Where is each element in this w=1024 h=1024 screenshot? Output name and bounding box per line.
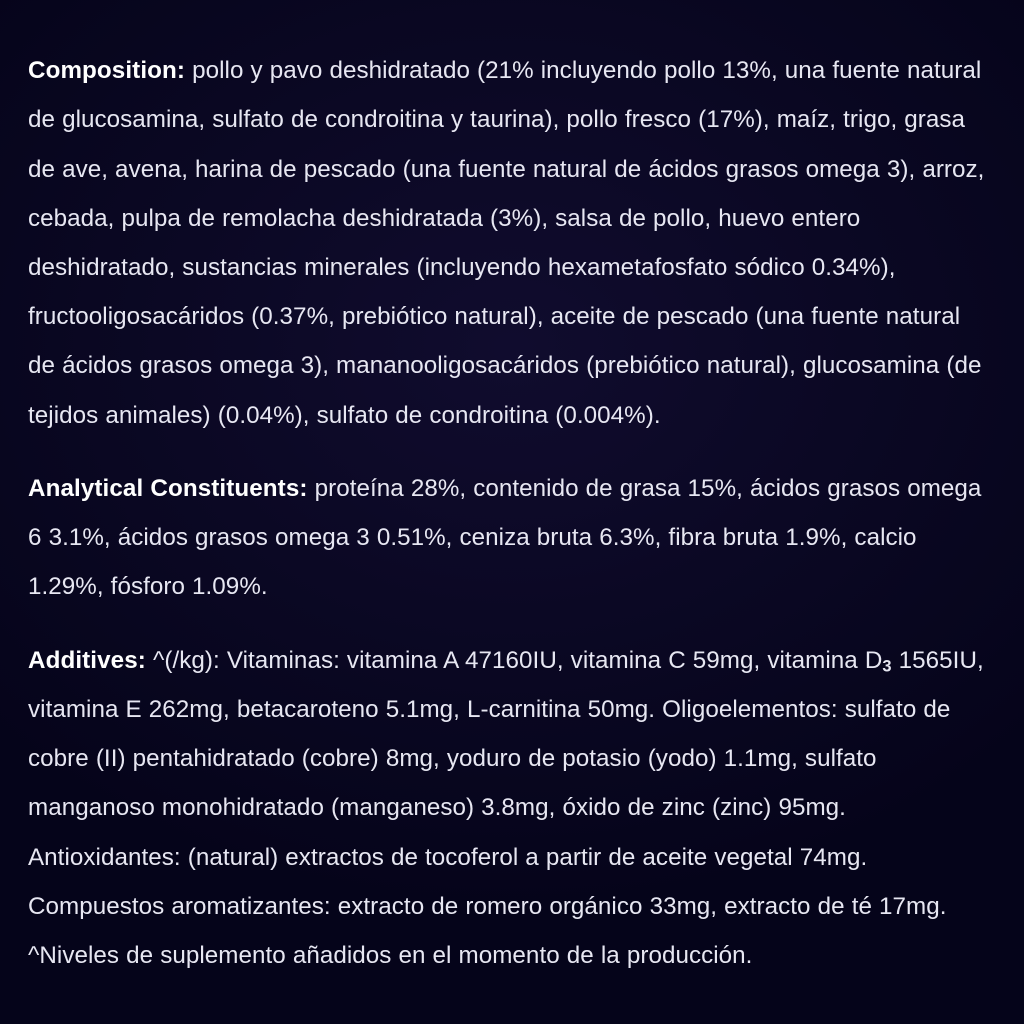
analytical-constituents-heading: Analytical Constituents:	[28, 475, 308, 502]
analytical-constituents-section	[28, 464, 994, 612]
additives-heading: Additives:	[28, 646, 146, 674]
composition-heading: Composition:	[28, 57, 186, 85]
additives-body-part-two: 1565IU, vitamina E 262mg, betacaroteno 5.1mg, L-carnitina 50mg. Oligoelementos: sulfato de cobre (II) pentahidratado (cobre) 8mg, yoduro de potasio (yodo) 1.1mg, sulfato manganoso monohidratado (manganeso) 3.8mg, óxido de zinc (zinc) 95mg. Antioxidantes: (natural) extractos de tocoferol a partir de aceite vegetal 74mg. Compuestos aromatizantes: extracto de romero orgánico 33mg, extracto de té 17mg. ^Niveles de suplemento añadidos en el momento de la producción.	[28, 646, 984, 970]
analytical-constituents-text	[28, 464, 994, 612]
composition-body: pollo y pavo deshidratado (21% incluyendo pollo 13%, una fuente natural de glucosamina, sulfato de condroitina y taurina), pollo fresco (17%), maíz, trigo, grasa de ave, avena, harina de pescado (una fuente natural de ácidos grasos omega 3), arroz, cebada, pulpa de remolacha deshidratada (3%), salsa de pollo, huevo entero deshidratado, sustancias minerales (incluyendo hexametafosfato sódico 0.34%), fructooligosacáridos (0.37%, prebiótico natural), aceite de pescado (una fuente natural de ácidos grasos omega 3), mananooligosacáridos (prebiótico natural), glucosamina (de tejidos animales) (0.04%), sulfato de condroitina (0.004%).	[28, 57, 985, 429]
additives-section	[28, 636, 994, 980]
vitamin-d3-subscript: 3	[882, 657, 892, 676]
additives-body-part-one: ^(/kg): Vitaminas: vitamina A 47160IU, vitamina C 59mg, vitamina D	[145, 646, 883, 674]
composition-section	[28, 46, 994, 440]
additives-text	[28, 636, 994, 980]
composition-text	[28, 46, 994, 440]
analytical-constituents-body: proteína 28%, contenido de grasa 15%, ácidos grasos omega 6 3.1%, ácidos grasos omega 3 0.51%, ceniza bruta 6.3%, fibra bruta 1.9%, calcio 1.29%, fósforo 1.09%.	[28, 475, 982, 601]
